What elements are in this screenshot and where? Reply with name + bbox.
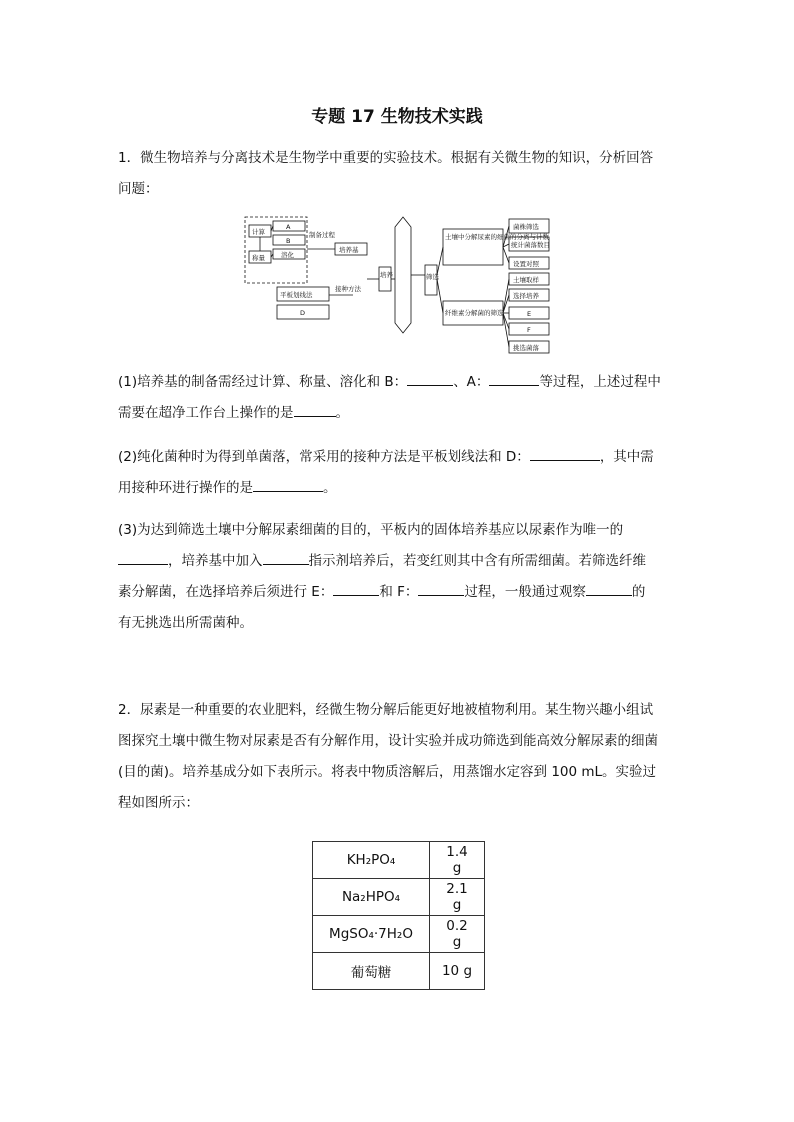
diagram-r8: 挑选菌落: [513, 344, 539, 352]
table-cell-ingredient: Na₂HPO₄: [313, 879, 430, 916]
q1-sub1-mid: 、A：: [453, 374, 490, 390]
q1-sub1-line2: 需要在超净工作台上操作的是: [118, 405, 294, 421]
table-row: [313, 916, 485, 953]
diagram-r5: 选择培养: [513, 292, 539, 300]
q1-sub1-post: 等过程，上述过程中: [539, 374, 661, 390]
answer-blank[interactable]: [489, 371, 539, 386]
q1-sub2-line2: 用接种环进行操作的是: [118, 480, 253, 496]
q2-line3: (目的菌)。培养基成分如下表所示。将表中物质溶解后，用蒸馏水定容到 100 mL。实验过: [118, 764, 657, 780]
q1-sub1-text: (1)培养基的制备需经过计算、称量、溶化和 B：: [118, 374, 408, 390]
question-1-part-1: [118, 367, 678, 429]
answer-blank[interactable]: [530, 446, 600, 461]
question-1-part-2: [118, 442, 678, 504]
diagram-cellulose: 纤维素分解菌的筛选: [445, 309, 504, 317]
diagram-dissolve: 溶化: [281, 251, 294, 259]
table-row: [313, 879, 485, 916]
process-diagram: [243, 215, 555, 357]
table-cell-ingredient: KH₂PO₄: [313, 842, 430, 879]
answer-blank[interactable]: [586, 581, 632, 596]
diagram-r2: 统计菌落数目: [511, 241, 550, 249]
q1-sub2-post: ，其中需: [599, 449, 654, 465]
q1-intro-line2: 问题：: [118, 181, 159, 197]
table-cell-amount: 0.2 g: [430, 916, 485, 953]
q1-intro-line1: 1．微生物培养与分离技术是生物学中重要的实验技术。根据有关微生物的知识，分析回答: [118, 150, 654, 166]
diagram-r3: 设置对照: [513, 260, 539, 268]
answer-blank[interactable]: [418, 581, 464, 596]
q1-sub1-end: 。: [335, 405, 349, 421]
answer-blank[interactable]: [263, 550, 309, 565]
answer-blank[interactable]: [407, 371, 453, 386]
q1-sub2-end: 。: [323, 480, 337, 496]
diagram-streak: 平板划线法: [280, 291, 313, 299]
q1-sub3-line3-mid2: 过程，一般通过观察: [464, 584, 586, 600]
table-row: [313, 953, 485, 990]
answer-blank[interactable]: [118, 550, 168, 565]
q1-sub3-mid2: 指示剂培养后，若变红则其中含有所需细菌。若筛选纤维: [308, 553, 646, 569]
diagram-culture: 培养: [380, 271, 393, 279]
answer-blank[interactable]: [333, 581, 379, 596]
question-1-intro: [118, 143, 678, 205]
table-cell-ingredient: 葡萄糖: [313, 953, 430, 990]
answer-blank[interactable]: [294, 402, 336, 417]
page-title: 专题 17 生物技术实践: [311, 107, 483, 127]
q1-sub3-line3-mid: 和 F：: [379, 584, 419, 600]
diagram-weigh: 称量: [252, 254, 265, 262]
diagram-A: A: [286, 223, 291, 231]
q2-line1: 2．尿素是一种重要的农业肥料，经微生物分解后能更好地被植物利用。某生物兴趣小组试: [118, 702, 654, 718]
diagram-urea: 土壤中分解尿素的细菌的分离与计数: [445, 233, 549, 241]
diagram-r1: 菌株筛选: [513, 223, 539, 231]
q1-sub3-line1: (3)为达到筛选土壤中分解尿素细菌的目的，平板内的固体培养基应以尿素作为唯一的: [118, 522, 624, 538]
table-cell-amount: 1.4 g: [430, 842, 485, 879]
medium-composition-table: [312, 841, 485, 990]
table-cell-amount: 10 g: [430, 953, 485, 990]
question-1-part-3: [118, 515, 678, 639]
table-row: [313, 842, 485, 879]
q1-sub3-line4: 有无挑选出所需菌种。: [118, 615, 253, 631]
q1-sub3-line3: 素分解菌，在选择培养后须进行 E：: [118, 584, 334, 600]
q2-line4: 程如图所示：: [118, 795, 199, 811]
q1-sub3-mid1: ，培养基中加入: [168, 553, 263, 569]
answer-blank[interactable]: [253, 477, 323, 492]
q1-sub2-text: (2)纯化菌种时为得到单菌落，常采用的接种方法是平板划线法和 D：: [118, 449, 530, 465]
table-cell-amount: 2.1 g: [430, 879, 485, 916]
table-cell-ingredient: MgSO₄·7H₂O: [313, 916, 430, 953]
q1-sub3-line3-end: 的: [631, 584, 646, 600]
question-2-intro: [118, 695, 678, 819]
diagram-prepare: 制备过程: [309, 231, 335, 239]
diagram-r6: E: [527, 310, 532, 318]
q2-line2: 图探究土壤中微生物对尿素是否有分解作用，设计实验并成功筛选到能高效分解尿素的细菌: [118, 733, 658, 749]
diagram-D: D: [300, 309, 306, 317]
diagram-calc: 计算: [252, 228, 265, 236]
diagram-r7: F: [527, 326, 531, 334]
diagram-inoculate-method: 接种方法: [335, 285, 361, 293]
diagram-medium: 培养基: [339, 246, 359, 254]
diagram-screen: 筛选: [426, 273, 439, 281]
diagram-r4: 土壤取样: [513, 276, 539, 284]
diagram-B: B: [286, 237, 291, 245]
